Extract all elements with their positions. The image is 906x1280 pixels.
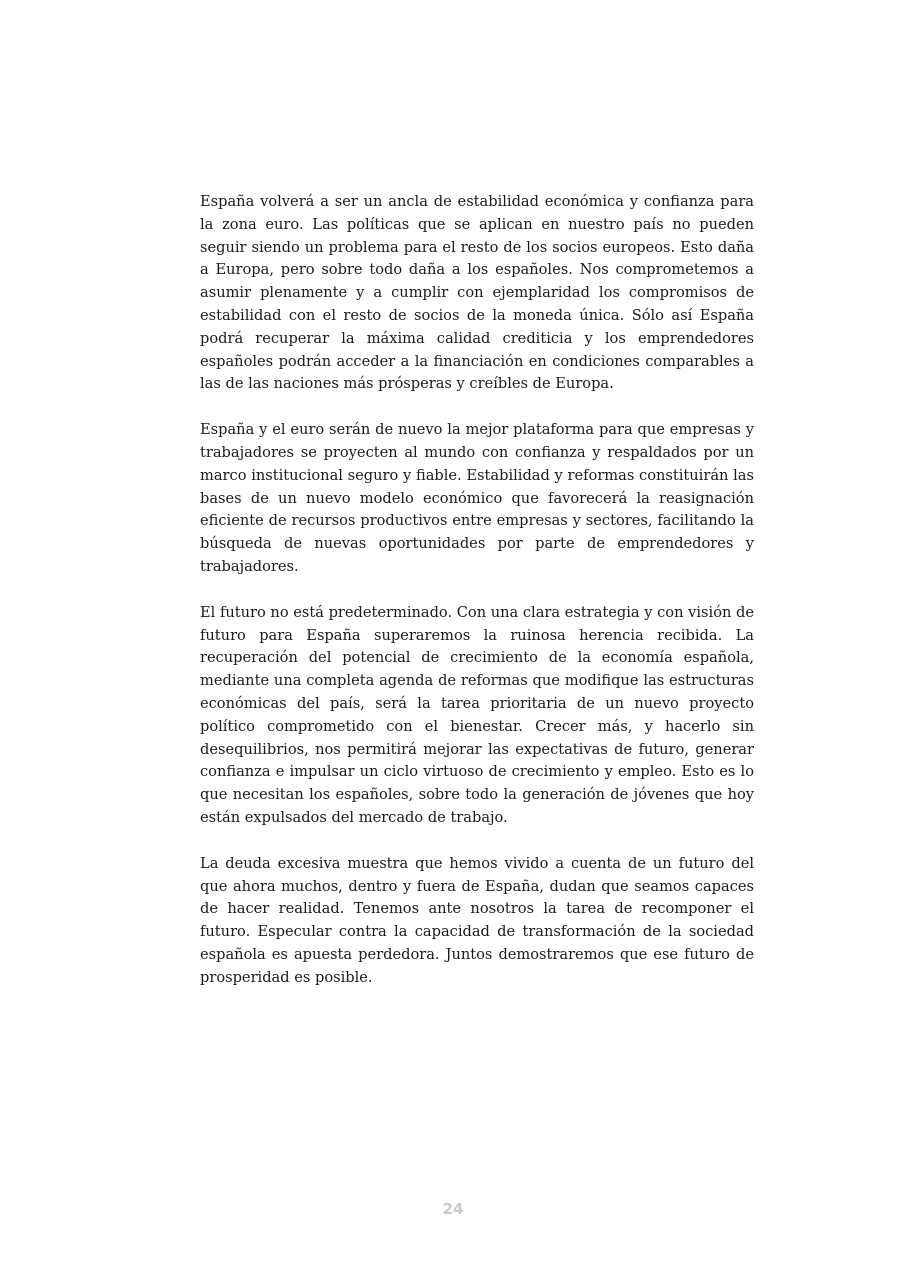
paragraph-4: La deuda excesiva muestra que hemos vivido a cuenta de un futuro del que ahora muchos, dentro y fuera de España, dudan que seamos capaces de hacer realidad. Tenemos ante nosotros la tarea de recomponer el futuro. Especular contra la capacidad de transformación de la sociedad española es apuesta perdedora. Juntos demostraremos que ese futuro de prosperidad es posible. <box>200 854 754 986</box>
paragraph-1: España volverá a ser un ancla de estabilidad económica y confianza para la zona euro. Las políticas que se aplican en nuestro país no pueden seguir siendo un problema para el resto de los socios europeos. Esto daña a Europa, pero sobre todo daña a los españoles. Nos comprometemos a asumir plenamente y a cumplir con ejemplaridad los compromisos de estabilidad con el resto de socios de la moneda única. Sólo así España podrá recuperar la máxima calidad crediticia y los emprendedores españoles podrán acceder a la financiación en condiciones comparables a las de las naciones más prósperas y creíbles de Europa. <box>200 193 754 393</box>
body-text <box>200 191 754 1013</box>
paragraph-3: El futuro no está predeterminado. Con una clara estrategia y con visión de futuro para España superaremos la ruinosa herencia recibida. La recuperación del potencial de crecimiento de la economía española, mediante una completa agenda de reformas que modifique las estructuras económicas del país, será la tarea prioritaria de un nuevo proyecto político comprometido con el bienestar. Crecer más, y hacerlo sin desequilibrios, nos permitirá mejorar las expectativas de futuro, generar confianza e impulsar un ciclo virtuoso de crecimiento y empleo. Esto es lo que necesitan los españoles, sobre todo la generación de jóvenes que hoy están expulsados del mercado de trabajo. <box>200 603 754 826</box>
paragraph-2: España y el euro serán de nuevo la mejor plataforma para que empresas y trabajadores se proyecten al mundo con confianza y respaldados por un marco institucional seguro y fiable. Estabilidad y reformas constituirán las bases de un nuevo modelo económico que favorecerá la reasignación eficiente de recursos productivos entre empresas y sectores, facilitando la búsqueda de nuevas oportunidades por parte de emprendedores y trabajadores. <box>200 421 754 575</box>
page-number: 24 <box>442 1200 464 1218</box>
